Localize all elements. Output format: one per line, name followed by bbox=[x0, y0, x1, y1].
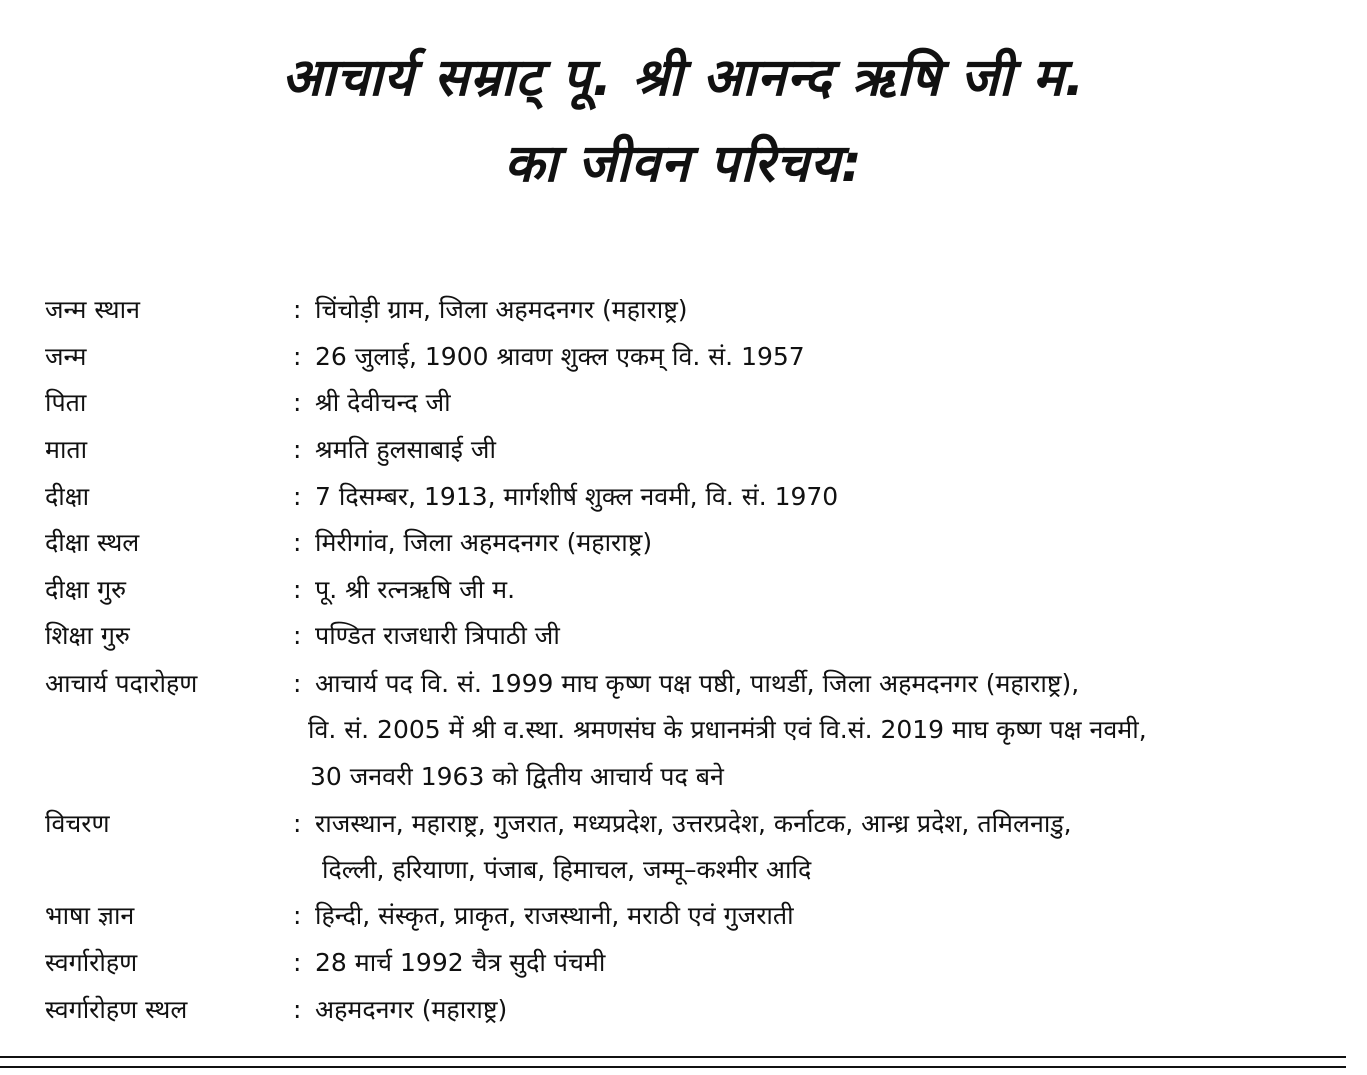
separator: : bbox=[293, 948, 302, 977]
separator: : bbox=[293, 482, 302, 511]
row-value: चिंचोड़ी ग्राम, जिला अहमदनगर (महाराष्ट्र) bbox=[315, 295, 688, 324]
separator: : bbox=[293, 528, 302, 557]
row-label: भाषा ज्ञान bbox=[45, 901, 135, 930]
row-label: दीक्षा गुरु bbox=[45, 575, 127, 604]
separator: : bbox=[293, 575, 302, 604]
row-value-continued: वि. सं. 2005 में श्री व.स्था. श्रमणसंघ के प्रधानमंत्री एवं वि.सं. 2019 माघ कृष्ण पक्ष नवमी, bbox=[308, 715, 1147, 744]
row-label: स्वर्गारोहण bbox=[45, 948, 138, 977]
footer-rule-top bbox=[0, 1056, 1346, 1058]
row-value: मिरीगांव, जिला अहमदनगर (महाराष्ट्र) bbox=[315, 528, 653, 557]
separator: : bbox=[293, 388, 302, 417]
row-value: श्री देवीचन्द जी bbox=[315, 388, 451, 417]
row-value: राजस्थान, महाराष्ट्र, गुजरात, मध्यप्रदेश, उत्तरप्रदेश, कर्नाटक, आन्ध्र प्रदेश, तमिलनाडु, bbox=[315, 809, 1072, 838]
row-label: माता bbox=[45, 435, 88, 464]
row-value: 26 जुलाई, 1900 श्रावण शुक्ल एकम् वि. सं. 1957 bbox=[315, 342, 805, 371]
row-value: पण्डित राजधारी त्रिपाठी जी bbox=[315, 621, 560, 650]
separator: : bbox=[293, 295, 302, 324]
row-value: 28 मार्च 1992 चैत्र सुदी पंचमी bbox=[315, 948, 606, 977]
page-title-line-1: आचार्य सम्राट् पू. श्री आनन्द ऋषि जी म. bbox=[281, 48, 1086, 108]
row-value: अहमदनगर (महाराष्ट्र) bbox=[315, 995, 508, 1024]
row-label: शिक्षा गुरु bbox=[45, 621, 130, 650]
row-label: जन्म bbox=[45, 342, 87, 371]
row-label: विचरण bbox=[45, 809, 110, 838]
row-label: दीक्षा bbox=[45, 482, 90, 511]
page-title-line-2: का जीवन परिचय: bbox=[504, 134, 863, 194]
row-value: हिन्दी, संस्कृत, प्राकृत, राजस्थानी, मराठी एवं गुजराती bbox=[315, 901, 794, 930]
row-value-continued: 30 जनवरी 1963 को द्वितीय आचार्य पद बने bbox=[310, 762, 724, 791]
separator: : bbox=[293, 995, 302, 1024]
separator: : bbox=[293, 901, 302, 930]
separator: : bbox=[293, 669, 302, 698]
row-value: आचार्य पद वि. सं. 1999 माघ कृष्ण पक्ष पष्ठी, पाथर्डी, जिला अहमदनगर (महाराष्ट्र), bbox=[315, 669, 1080, 698]
row-value: 7 दिसम्बर, 1913, मार्गशीर्ष शुक्ल नवमी, वि. सं. 1970 bbox=[315, 482, 839, 511]
footer-rule-bottom bbox=[0, 1066, 1346, 1068]
row-label: जन्म स्थान bbox=[45, 295, 140, 324]
row-value: पू. श्री रत्नऋषि जी म. bbox=[315, 575, 516, 604]
separator: : bbox=[293, 809, 302, 838]
row-value-continued: दिल्ली, हरियाणा, पंजाब, हिमाचल, जम्मू–कश्मीर आदि bbox=[322, 855, 812, 884]
row-label: पिता bbox=[45, 388, 87, 417]
separator: : bbox=[293, 342, 302, 371]
row-label: स्वर्गारोहण स्थल bbox=[45, 995, 188, 1024]
row-label: दीक्षा स्थल bbox=[45, 528, 140, 557]
row-label: आचार्य पदारोहण bbox=[45, 669, 198, 698]
row-value: श्रमति हुलसाबाई जी bbox=[315, 435, 496, 464]
separator: : bbox=[293, 435, 302, 464]
separator: : bbox=[293, 621, 302, 650]
